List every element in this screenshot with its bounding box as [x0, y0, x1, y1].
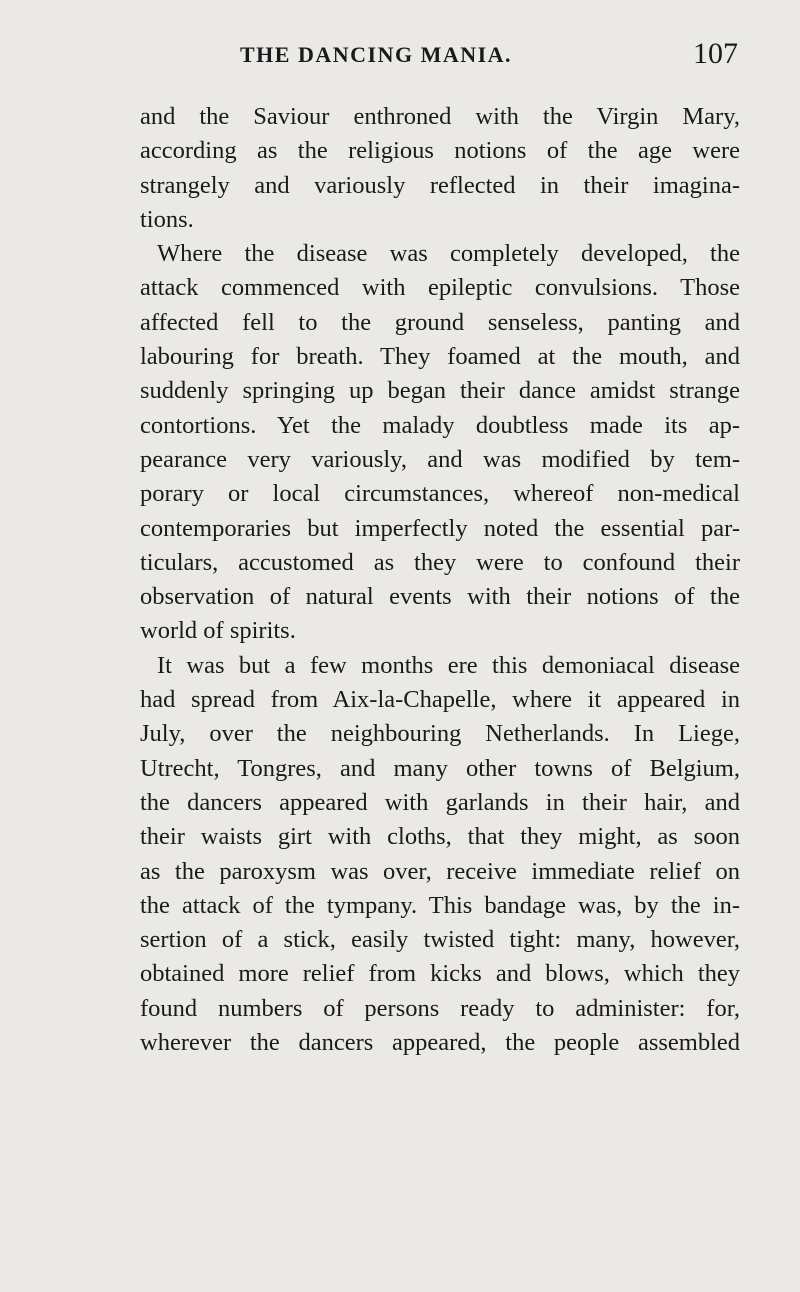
text-line: the dancers appeared with garlands in their hair, and — [140, 788, 740, 816]
text-line: affected fell to the ground senseless, panting and — [140, 308, 740, 336]
text-line: labouring for breath. They foamed at the mouth, and — [140, 343, 740, 371]
text-line: the attack of the tympany. This bandage was, by the in- — [140, 891, 740, 919]
text-line: Utrecht, Tongres, and many other towns of Belgium, — [140, 754, 740, 782]
text-line: It was but a few months ere this demoniacal disease — [157, 651, 740, 679]
text-line: Where the disease was completely developed, the — [157, 240, 740, 268]
text-line: their waists girt with cloths, that they might, as soon — [140, 823, 740, 851]
page-number: 107 — [693, 37, 738, 70]
text-line: had spread from Aix-la-Chapelle, where it appeared in — [140, 686, 740, 714]
page-header — [140, 37, 740, 84]
body-text — [140, 100, 740, 1060]
text-line: obtained more relief from kicks and blows, which they — [140, 960, 740, 988]
text-line: according as the religious notions of the age were — [140, 137, 740, 165]
text-line: world of spirits. — [140, 617, 296, 645]
text-line: suddenly springing up began their dance amidst strange — [140, 377, 740, 405]
text-line: found numbers of persons ready to administer: for, — [140, 994, 740, 1022]
text-line: contortions. Yet the malady doubtless made its ap- — [140, 411, 740, 439]
text-line: porary or local circumstances, whereof non-medical — [140, 480, 740, 508]
text-line: pearance very variously, and was modified by tem- — [140, 445, 740, 473]
text-line: and the Saviour enthroned with the Virgin Mary, — [140, 103, 740, 130]
text-line: tions. — [140, 205, 194, 233]
text-line: attack commenced with epileptic convulsions. Those — [140, 274, 740, 302]
running-head: THE DANCING MANIA. — [240, 42, 513, 67]
text-line: ticulars, accustomed as they were to confound their — [140, 548, 740, 576]
text-line: contemporaries but imperfectly noted the essential par- — [140, 514, 740, 542]
text-line: sertion of a stick, easily twisted tight: many, however, — [140, 926, 740, 954]
text-line: as the paroxysm was over, receive immediate relief on — [140, 857, 740, 885]
text-line: wherever the dancers appeared, the people assembled — [140, 1029, 740, 1057]
text-line: July, over the neighbouring Netherlands. In Liege, — [140, 720, 740, 748]
text-line: observation of natural events with their notions of the — [140, 583, 740, 611]
text-line: strangely and variously reflected in their imagina- — [140, 171, 740, 199]
